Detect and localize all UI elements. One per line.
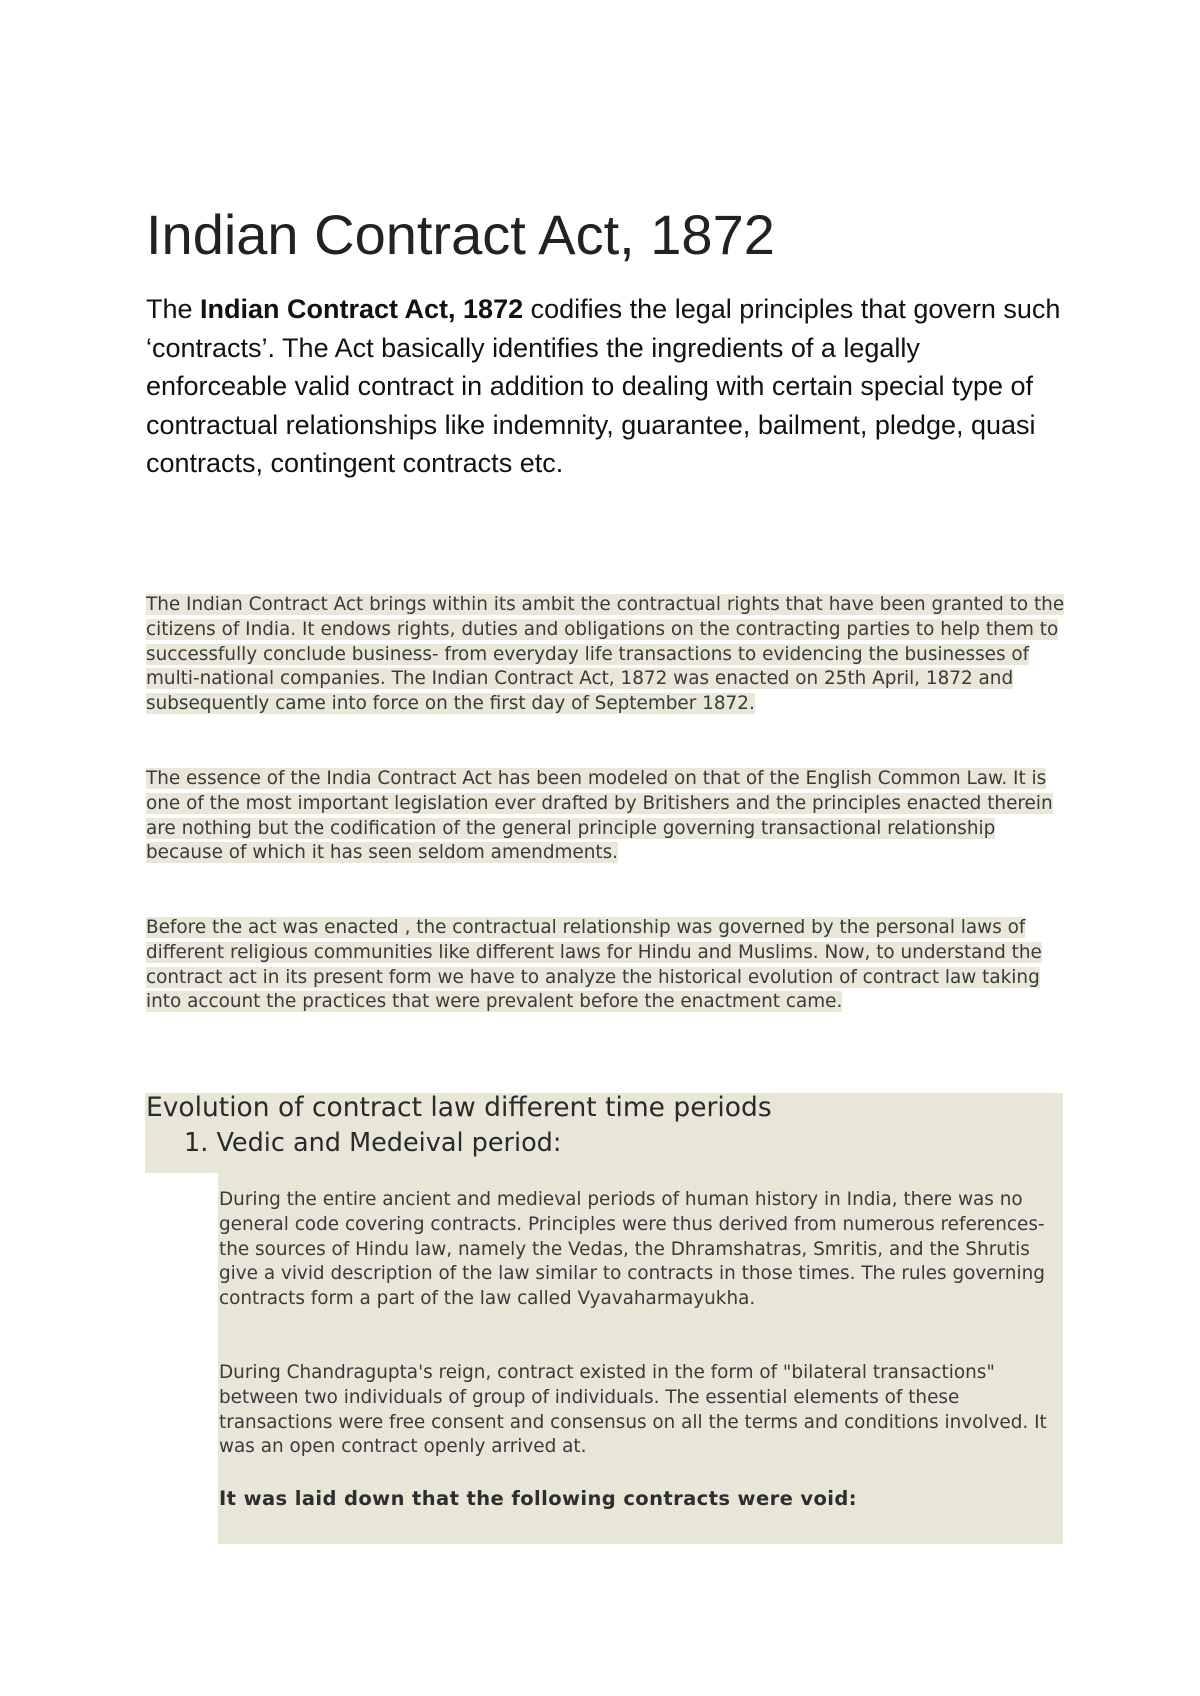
document-title: Indian Contract Act, 1872: [146, 203, 775, 266]
paragraph-essence: [146, 767, 1066, 866]
paragraph-essence-text: The essence of the India Contract Act has been modeled on that of the English Common Law. It is one of the most important legislation ever drafted by Britishers and the principles enacted therein are nothing but the codification of the general principle governing transactional relationship because of which it has seen seldom amendments.: [146, 768, 1053, 864]
list-item-title: Vedic and Medeival period:: [216, 1128, 562, 1158]
paragraph-before-act: [146, 916, 1066, 1015]
section-paragraph-chandragupta: During Chandragupta's reign, contract existed in the form of "bilateral transactions" between two individuals of group of individuals. The essential elements of these transactions were free consent and consensus on all the terms and conditions involved. It was an open contract openly arrived at.: [219, 1362, 1047, 1458]
section-paragraph-ancient: During the entire ancient and medieval periods of human history in India, there was no general code covering contracts. Principles were thus derived from numerous references- the sources of Hindu law, namely the Vedas, the Dhramshatras, Smritis, and the Shrutis give a vivid description of the law similar to contracts in those times. The rules governing contracts form a part of the law called Vyavaharmayukha.: [219, 1189, 1045, 1310]
paragraph-ambit: [146, 593, 1066, 717]
lead-prefix: The: [146, 294, 201, 324]
list-item-number: 1.: [184, 1128, 209, 1158]
paragraph-ambit-text: The Indian Contract Act brings within its ambit the contractual rights that have been granted to the citizens of India. It endows rights, duties and obligations on the contracting parties to help them to successfully conclude business- from everyday life transactions to evidencing the businesses of multi-national companies. The Indian Contract Act, 1872 was enacted on 25th April, 1872 and subsequently came into force on the first day of September 1872.: [146, 594, 1065, 715]
lead-paragraph: [146, 290, 1066, 483]
section-heading: Evolution of contract law different time periods: [146, 1092, 772, 1123]
paragraph-before-act-text: Before the act was enacted , the contractual relationship was governed by the personal laws of different religious communities like different laws for Hindu and Muslims. Now, to understand the contract act in its present form we have to analyze the historical evolution of contract law taking into account the practices that were prevalent before the enactment came.: [146, 917, 1042, 1013]
list-item-heading: [184, 1126, 561, 1160]
lead-text: codifies the legal principles that govern such ‘contracts’. The Act basically identifies the ingredients of a legally enforceable valid contract in addition to dealing with certain special type of contractual relationships like indemnity, guarantee, bailment, pledge, quasi contracts, contingent contracts etc.: [146, 294, 1061, 478]
lead-bold-act-name: Indian Contract Act, 1872: [200, 294, 524, 324]
void-contracts-heading: It was laid down that the following contracts were void:: [219, 1487, 857, 1510]
